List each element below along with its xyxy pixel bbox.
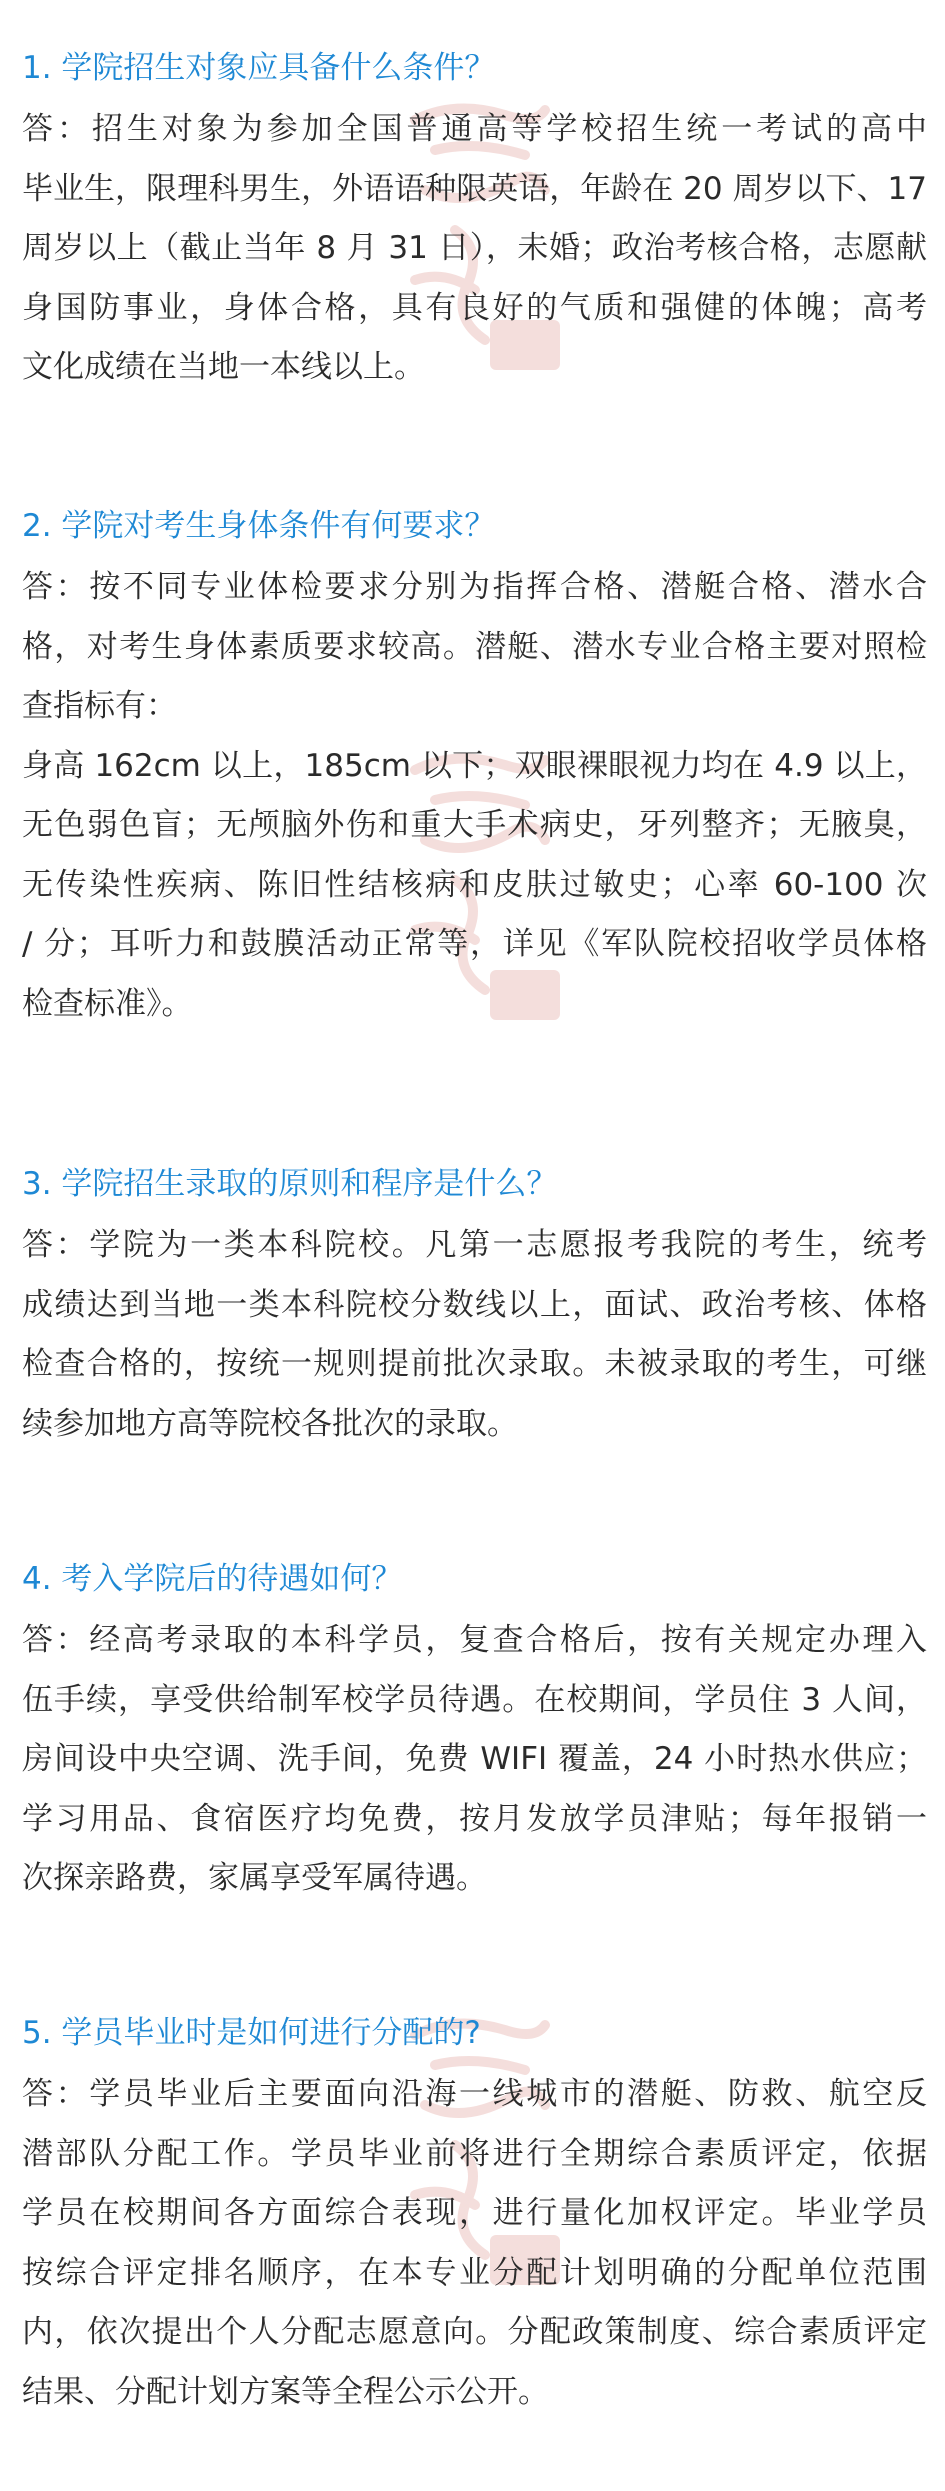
answer-line: 成绩达到当地一类本科院校分数线以上，面试、政治考核、体格 [22, 1286, 927, 1323]
faq-item [22, 1553, 927, 1909]
answer-line: 答：学员毕业后主要面向沿海一线城市的潜艇、防救、航空反 [22, 2076, 927, 2112]
answer-line: 房间设中央空调、洗手间，免费 WIFI 覆盖，24 小时热水供应； [22, 1741, 927, 1777]
answer-line: 学员在校期间各方面综合表现，进行量化加权评定。毕业学员 [22, 2195, 927, 2231]
question-heading: 5. 学员毕业时是如何进行分配的? [22, 2015, 481, 2051]
answer-line: 内，依次提出个人分配志愿意向。分配政策制度、综合素质评定 [22, 2314, 927, 2350]
faq-item [22, 1158, 927, 1454]
answer-line: 答：招生对象为参加全国普通高等学校招生统一考试的高中 [22, 111, 927, 147]
faq-item [22, 42, 927, 398]
question-heading: 2. 学院对考生身体条件有何要求？ [22, 508, 496, 544]
answer-line: 答：经高考录取的本科学员，复查合格后，按有关规定办理入 [22, 1622, 927, 1658]
faq-item [22, 2007, 927, 2422]
answer-line: 周岁以上（截止当年 8 月 31 日），未婚；政治考核合格，志愿献 [22, 230, 927, 266]
answer-line: 身国防事业，身体合格，具有良好的气质和强健的体魄；高考 [22, 289, 927, 326]
answer-line: 无传染性疾病、陈旧性结核病和皮肤过敏史；心率 60-100 次 [22, 866, 927, 903]
answer-text [22, 558, 927, 1034]
answer-line: 伍手续，享受供给制军校学员待遇。在校期间，学员住 3 人间， [22, 1681, 927, 1718]
answer-line: 格，对考生身体素质要求较高。潜艇、潜水专业合格主要对照检 [22, 628, 927, 665]
faq-item [22, 500, 927, 1034]
answer-line: 按综合评定排名顺序，在本专业分配计划明确的分配单位范围 [22, 2254, 927, 2291]
question-heading: 1. 学院招生对象应具备什么条件？ [22, 50, 496, 86]
answer-line: 学习用品、食宿医疗均免费，按月发放学员津贴；每年报销一 [22, 1800, 927, 1837]
answer-line: 毕业生，限理科男生，外语语种限英语，年龄在 20 周岁以下、17 [22, 170, 927, 207]
answer-line: 身高 162cm 以上，185cm 以下；双眼裸眼视力均在 4.9 以上， [22, 747, 927, 784]
answer-text [22, 100, 927, 398]
answer-line: 答：学院为一类本科院校。凡第一志愿报考我院的考生，统考 [22, 1227, 927, 1263]
answer-line: 文化成绩在当地一本线以上。 [22, 349, 425, 385]
answer-line: 查指标有： [22, 688, 177, 724]
answer-line: 检查标准》。 [22, 985, 193, 1022]
answer-line: 无色弱色盲；无颅脑外伤和重大手术病史，牙列整齐；无腋臭， [22, 807, 927, 843]
answer-text [22, 1216, 927, 1454]
answer-line: 次探亲路费，家属享受军属待遇。 [22, 1860, 487, 1896]
answer-line: 结果、分配计划方案等全程公示公开。 [22, 2373, 549, 2410]
answer-line: 检查合格的，按统一规则提前批次录取。未被录取的考生，可继 [22, 1346, 927, 1382]
question-heading: 4. 考入学院后的待遇如何？ [22, 1561, 403, 1597]
answer-line: / 分；耳听力和鼓膜活动正常等，详见《军队院校招收学员体格 [22, 926, 927, 962]
answer-text [22, 2065, 927, 2422]
question-heading: 3. 学院招生录取的原则和程序是什么？ [22, 1166, 558, 1202]
answer-text [22, 1611, 927, 1909]
answer-line: 续参加地方高等院校各批次的录取。 [22, 1405, 518, 1442]
answer-line: 答：按不同专业体检要求分别为指挥合格、潜艇合格、潜水合 [22, 569, 927, 605]
answer-line: 潜部队分配工作。学员毕业前将进行全期综合素质评定，依据 [22, 2135, 927, 2172]
